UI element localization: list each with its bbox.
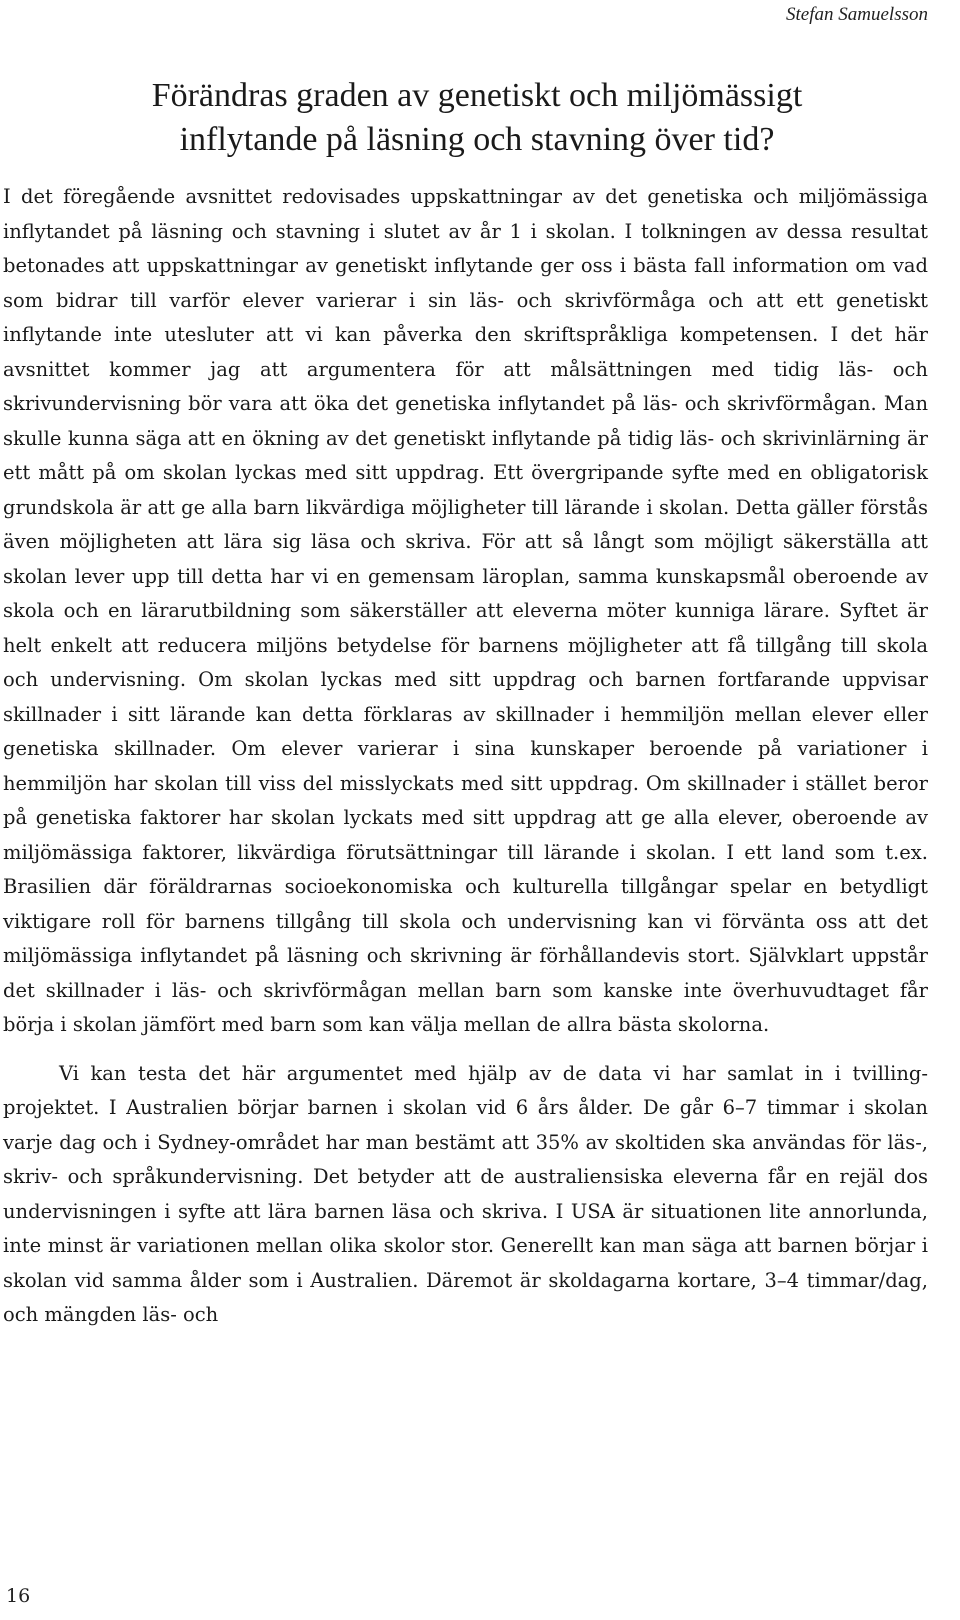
paragraph-2: Vi kan testa det här argumentet med hjälp av de data vi har samlat in i tvillingprojektet. I Australien börjar barnen i skolan vid 6 års ålder. De går 6–7 timmar i skolan varje dag och i Sydney-området har man bestämt att 35% av skoltiden ska användas för läs-, skriv- och språkundervisning. Det betyder att de australiensiska eleverna får en rejäl dos undervisningen i syfte att lära barnen läsa och skriva. I USA är situationen lite annorlunda, inte minst är variationen mellan olika skolor stor. Generellt kan man säga att barnen börjar i skolan vid samma ålder som i Australien. Däremot är skoldagarna kortare, 3–4 timmar/dag, och mängden läs- och [3, 1061, 928, 1326]
section-heading-line-2: inflytande på läsning och stavning över tid? [179, 121, 775, 158]
paragraph-1: I det föregående avsnittet redovisades uppskattningar av det genetiska och miljömässiga inflytandet på läsning och stavning i slutet av år 1 i skolan. I tolkningen av dessa resultat betonades att uppskattningar av genetiskt inflytande ger oss i bästa fall information om vad som bidrar till varför elever varierar i sin läs- och skrivförmåga och att ett genetiskt inflytande inte utesluter att vi kan påverka den skriftspråkliga kompetensen. I det här avsnittet kommer jag att argumentera för att målsättningen med tidig läs- och skrivundervisning bör vara att öka det genetiska inflytandet på läs- och skrivförmågan. Man skulle kunna säga att en ökning av det genetiskt inflytande på tidig läs- och skrivinlärning är ett mått på om skolan lyckas med sitt uppdrag. Ett övergripande syfte med en obligatorisk grundskola är att ge alla barn likvärdiga möjligheter till lärande i skolan. Detta gäller förstås även möjligheten att lära sig läsa och skriva. För att så långt som möjligt säkerställa att skolan lever upp till detta har vi en gemensam läroplan, samma kunskapsmål oberoende av skola och en lärarutbildning som säkerställer att eleverna möter kunniga lärare. Syftet är helt enkelt att reducera miljöns betydelse för barnens möjligheter att få tillgång till skola och undervisning. Om skolan lyckas med sitt uppdrag och barnen fortfarande uppvisar skillnader i sitt lärande kan detta förklaras av skillnader i hemmiljön mellan elever eller genetiska skillnader. Om elever varierar i sina kunskaper beroende på variationer i hemmiljön har skolan till viss del misslyckats med sitt uppdrag. Om skillnader i stället beror på genetiska faktorer har skolan lyckats med sitt uppdrag att ge alla elever, oberoende av miljömässiga faktorer, likvärdiga förutsättningar till lärande i skolan. I ett land som t.ex. Brasilien där föräldrarnas socioekonomiska och kulturella tillgångar spelar en betydligt viktigare roll för barnens tillgång till skola och undervisning kan vi förvänta oss att det miljömässiga inflytandet på läsning och skrivning är förhållandevis stort. Självklart uppstår det skillnader i läs- och skrivförmågan mellan barn som kanske inte överhuvudtaget får börja i skolan jämfört med barn som kan välja mellan de allra bästa skolorna. [3, 185, 928, 1036]
body-text [3, 180, 928, 1333]
running-head-author: Stefan Samuelsson [786, 4, 928, 25]
page-number: 16 [6, 1585, 31, 1607]
section-heading-line-1: Förändras graden av genetiskt och miljömässigt [151, 77, 803, 114]
section-heading [62, 74, 892, 162]
